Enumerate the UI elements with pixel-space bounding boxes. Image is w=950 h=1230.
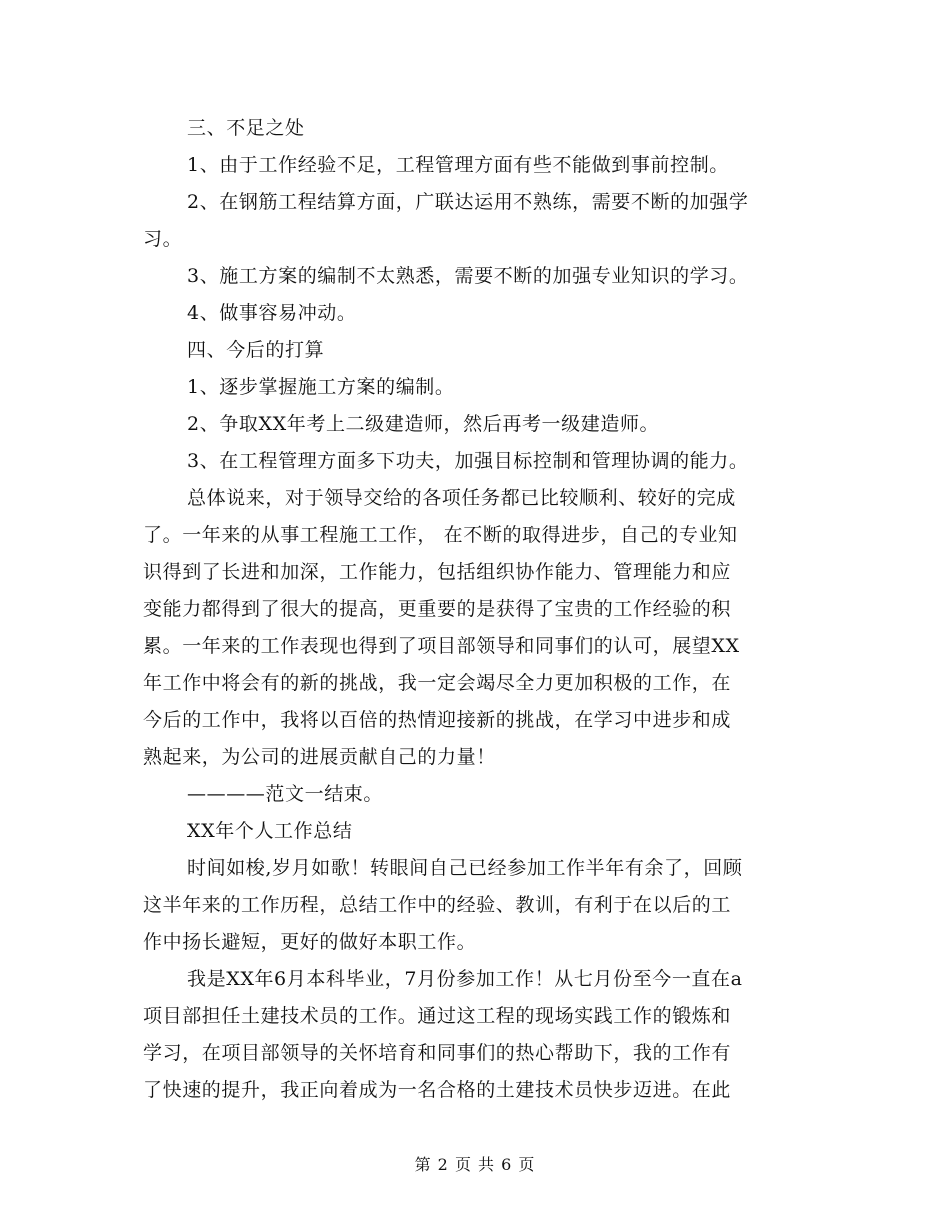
paragraph-line: 3、施工方案的编制不太熟悉，需要不断的加强专业知识的学习。	[187, 265, 749, 287]
paragraph-line: 作中扬长避短，更好的做好本职工作。	[143, 931, 477, 953]
paragraph-line: 熟起来，为公司的进展贡献自己的力量！	[143, 746, 496, 768]
page-number-footer: 第 2 页 共 6 页	[414, 1155, 536, 1174]
paragraph-line: 总体说来，对于领导交给的各项任务都已比较顺利、较好的完成	[187, 487, 736, 509]
paragraph-line: 了。一年来的从事工程施工工作， 在不断的取得进步，自己的专业知	[143, 524, 738, 546]
paragraph-line: 识得到了长进和加深，工作能力，包括组织协作能力、管理能力和应	[143, 561, 732, 583]
paragraph-line: 2、争取XX年考上二级建造师，然后再考一级建造师。	[187, 413, 660, 435]
paragraph-line: 了快速的提升，我正向着成为一名合格的土建技术员快步迈进。在此	[143, 1079, 732, 1101]
paragraph-line: 时间如梭,岁月如歌！转眼间自己已经参加工作半年有余了，回顾	[187, 857, 743, 879]
document-title: XX年个人工作总结	[187, 820, 353, 842]
paragraph-line: 变能力都得到了很大的提高，更重要的是获得了宝贵的工作经验的积	[143, 598, 732, 620]
section-heading-plans: 四、今后的打算	[187, 339, 325, 361]
paragraph-line: 今后的工作中，我将以百倍的热情迎接新的挑战，在学习中进步和成	[143, 709, 732, 731]
paragraph-line: 这半年来的工作历程，总结工作中的经验、教训，有利于在以后的工	[143, 894, 732, 916]
paragraph-line: 项目部担任土建技术员的工作。通过这工程的现场实践工作的锻炼和	[143, 1005, 732, 1027]
paragraph-line: 学习，在项目部领导的关怀培育和同事们的热心帮助下，我的工作有	[143, 1042, 732, 1064]
paragraph-line: 年工作中将会有的新的挑战，我一定会竭尽全力更加积极的工作，在	[143, 672, 732, 694]
paragraph-line: 我是XX年6月本科毕业，7月份参加工作！从七月份至今一直在a	[187, 968, 743, 990]
paragraph-line: 1、由于工作经验不足，工程管理方面有些不能做到事前控制。	[187, 154, 729, 176]
section-heading-shortcomings: 三、不足之处	[187, 117, 305, 139]
paragraph-line: 2、在钢筋工程结算方面，广联达运用不熟练，需要不断的加强学	[187, 191, 749, 213]
paragraph-line: 习。	[143, 228, 183, 250]
paragraph-line: 4、做事容易冲动。	[187, 302, 357, 324]
section-end-marker: ————范文一结束。	[187, 783, 384, 805]
paragraph-line: 累。一年来的工作表现也得到了项目部领导和同事们的认可，展望XX	[143, 635, 740, 657]
paragraph-line: 3、在工程管理方面多下功夫，加强目标控制和管理协调的能力。	[187, 450, 749, 472]
paragraph-line: 1、逐步掌握施工方案的编制。	[187, 376, 455, 398]
